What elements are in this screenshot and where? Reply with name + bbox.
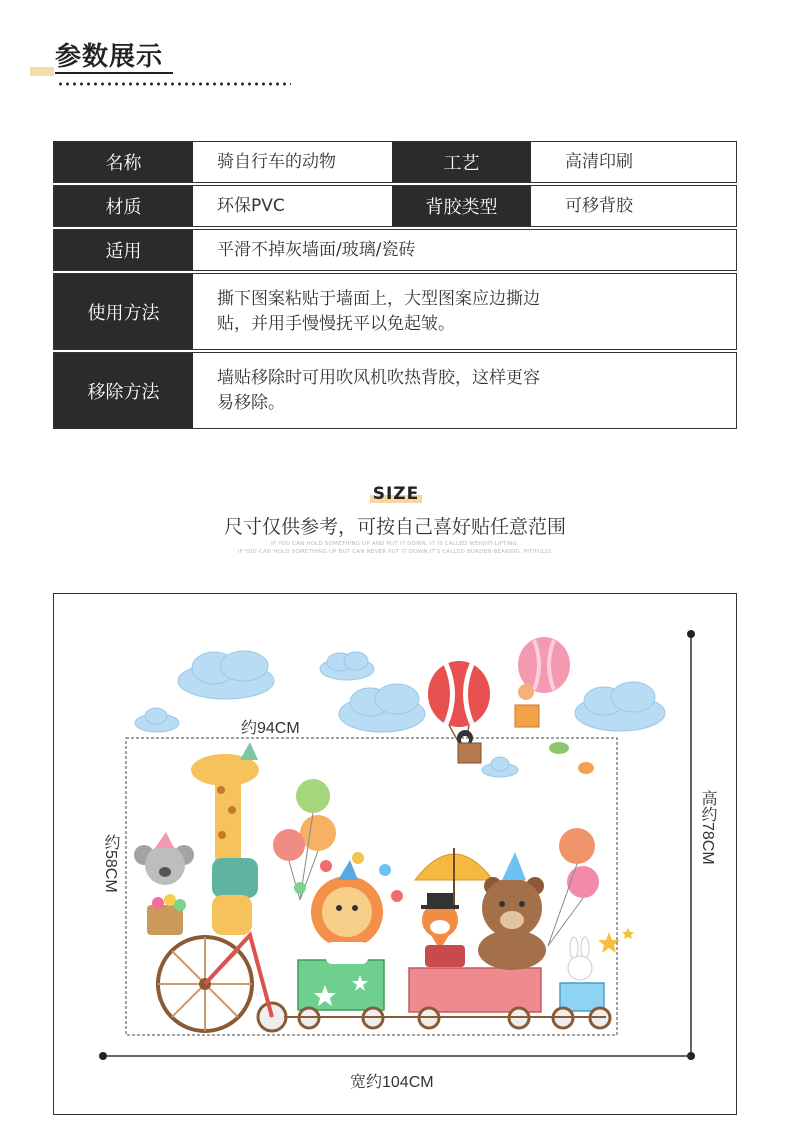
- param-row-removal: [53, 352, 737, 429]
- method-label: 使用方法: [54, 274, 193, 349]
- param-row-name-craft: [53, 141, 737, 183]
- bear-icon: [478, 852, 546, 970]
- title-underline: [55, 72, 173, 74]
- usage-value: 平滑不掉灰墙面/玻璃/瓷砖: [193, 230, 736, 270]
- size-tag: [370, 484, 422, 504]
- outer-height-label: 高约78CM: [699, 790, 716, 865]
- material-label: 材质: [54, 186, 193, 226]
- cloud-icon: [320, 652, 374, 680]
- fox-icon: [421, 893, 465, 967]
- name-label: 名称: [54, 142, 193, 182]
- cloud-icon: [339, 684, 425, 732]
- bird-icon: [578, 762, 594, 774]
- cloud-icon: [575, 682, 665, 731]
- lion-icon: [311, 860, 383, 964]
- title-dotted-divider: [57, 82, 291, 86]
- giraffe-icon: [191, 742, 259, 935]
- illustration-frame: [53, 593, 737, 1115]
- method-line-2: 贴，并用手慢慢抚平以免起皱。: [217, 313, 455, 334]
- sticker-illustration: [53, 593, 737, 1115]
- hot-air-balloon-icon: [428, 661, 490, 763]
- removal-line-2: 易移除。: [217, 392, 285, 413]
- cloud-icon: [178, 651, 274, 699]
- param-row-usage: [53, 229, 737, 271]
- size-tag-text: SIZE: [372, 484, 420, 504]
- outer-width-label: 宽约104CM: [350, 1074, 434, 1091]
- craft-value: 高清印刷: [531, 142, 735, 182]
- usage-label: 适用: [54, 230, 193, 270]
- param-row-material-adhesive: [53, 185, 737, 227]
- size-tiny-line-2: IF YOU CAN HOLD SOMETHING UP BUT CAN NEVER PUT IT DOWN,IT'S CALLED BURDEN-BEARING. PITIFULLY.: [237, 549, 553, 555]
- page-title: 参数展示: [55, 42, 164, 72]
- param-row-method: [53, 273, 737, 350]
- cloud-icon: [135, 708, 179, 732]
- inner-height-label: 约58CM: [102, 834, 119, 893]
- balloons-icon: [548, 828, 599, 946]
- bunny-icon: [568, 937, 592, 980]
- bird-icon: [549, 742, 569, 754]
- adhesive-value: 可移背胶: [531, 186, 735, 226]
- title-accent-bar: [30, 67, 54, 76]
- name-value: 骑自行车的动物: [193, 142, 392, 182]
- star-icon: [622, 928, 634, 939]
- size-subtitle: 尺寸仅供参考，可按自己喜好贴任意范围: [223, 516, 566, 538]
- method-value: [193, 274, 736, 349]
- balloons-icon: [273, 779, 336, 900]
- cloud-icon: [482, 757, 518, 777]
- hot-air-balloon-icon: [515, 637, 570, 727]
- method-line-1: 撕下图案粘贴于墙面上，大型图案应边撕边: [217, 288, 540, 309]
- removal-label: 移除方法: [54, 353, 193, 428]
- removal-value: [193, 353, 736, 428]
- size-tiny-line-1: IF YOU CAN HOLD SOMETHING UP AND PUT IT DOWN, IT IS CALLED WEIGHT-LIFTING.: [271, 541, 519, 547]
- adhesive-label: 背胶类型: [392, 186, 531, 226]
- train-icon: [284, 960, 610, 1028]
- craft-label: 工艺: [392, 142, 531, 182]
- koala-icon: [134, 832, 194, 885]
- material-value: 环保PVC: [193, 186, 392, 226]
- removal-line-1: 墙贴移除时可用吹风机吹热背胶，这样更容: [217, 367, 540, 388]
- inner-width-label: 约94CM: [241, 720, 300, 737]
